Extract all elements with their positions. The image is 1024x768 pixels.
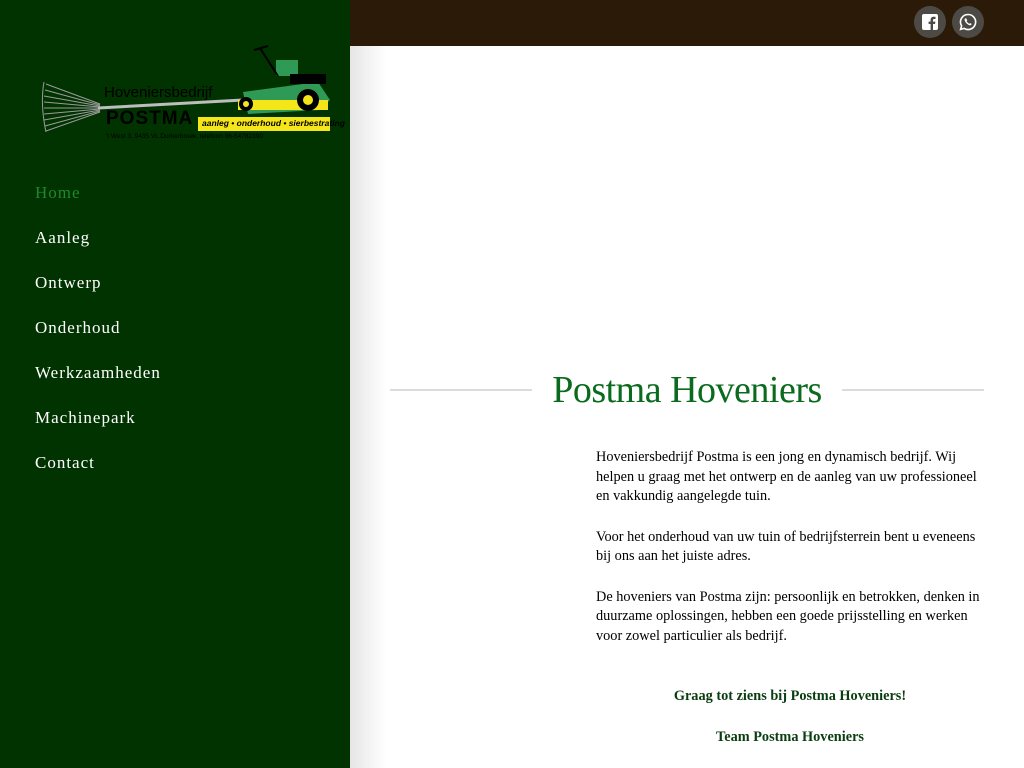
sidebar [0,0,350,768]
intro-paragraph: Voor het onderhoud van uw tuin of bedrijfsterrein bent u eveneens bij ons aan het juiste adres. [596,528,976,564]
intro-paragraph: De hoveniers van Postma zijn: persoonlijk en betrokken, denken in duurzame oplossingen, hebben een goede prijsstelling en werken voor zowel particulier als bedrijf. [596,588,980,644]
facebook-button[interactable] [914,6,946,38]
nav-item-werkzaamheden[interactable]: Werkzaamheden [35,363,161,382]
intro-paragraph: Hoveniersbedrijf Postma is een jong en dynamisch bedrijf. Wij helpen u graag met het ontwerp en de aanleg van uw professioneel en vakkundig aangelegde tuin. [596,449,977,504]
page-title-row [390,368,984,412]
facebook-icon [922,14,938,30]
whatsapp-button[interactable] [952,6,984,38]
logo-address: 't West 3, 9435 VL Dorkerbroek, telefoon 06-54782390 [106,133,263,140]
whatsapp-icon [959,13,977,31]
main-navigation [35,182,161,497]
nav-item-machinepark[interactable]: Machinepark [35,408,136,427]
content-shadow [350,46,386,768]
page-title: Postma Hoveniers [552,369,822,411]
nav-item-onderhoud[interactable]: Onderhoud [35,318,121,337]
top-bar [350,0,1024,46]
company-logo[interactable] [38,42,345,147]
logo-brand: POSTMA [106,108,194,129]
nav-item-ontwerp[interactable]: Ontwerp [35,273,102,292]
nav-item-contact[interactable]: Contact [35,453,95,472]
closing-greeting: Graag tot ziens bij Postma Hoveniers! [673,688,907,704]
closing-signature: Team Postma Hoveniers [716,729,864,745]
logo-tagline: aanleg • onderhoud • sierbestrating [202,118,345,128]
logo-company-line: Hoveniersbedrijf [104,84,213,101]
intro-text [596,448,984,667]
nav-item-aanleg[interactable]: Aanleg [35,228,91,247]
nav-item-home[interactable]: Home [35,183,81,202]
